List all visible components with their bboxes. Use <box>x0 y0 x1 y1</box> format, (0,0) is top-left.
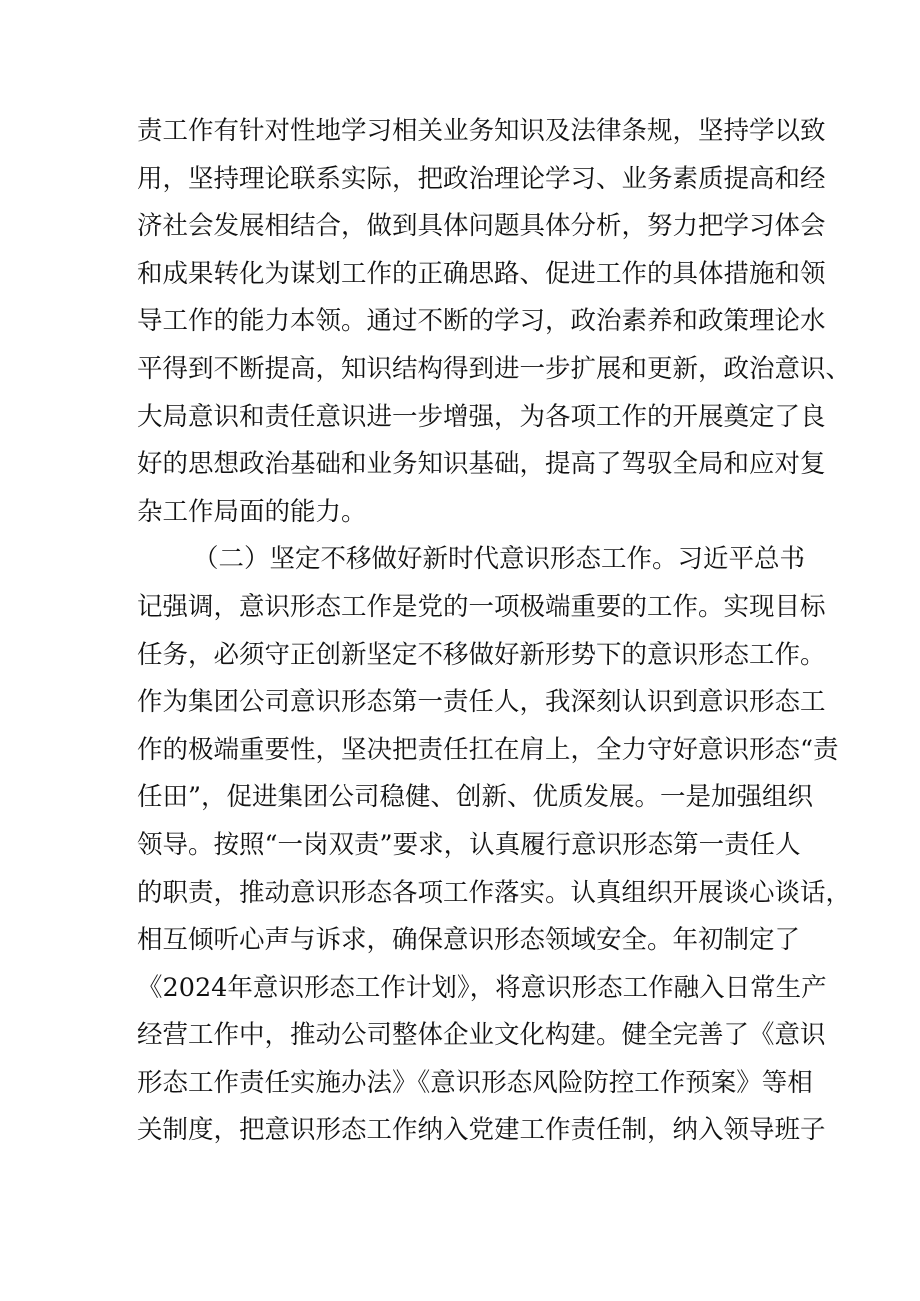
text-line: 相互倾听心声与诉求，确保意识形态领域安全。年初制定了 <box>137 925 801 956</box>
text-line: 记强调，意识形态工作是党的一项极端重要的工作。实现目标 <box>137 591 826 622</box>
text-line: 的职责，推动意识形态各项工作落实。认真组织开展谈心谈话， <box>137 877 852 908</box>
text-line: 责工作有针对性地学习相关业务知识及法律条规，坚持学以致 <box>137 116 826 146</box>
text-line: 和成果转化为谋划工作的正确思路、促进工作的具体措施和领 <box>137 258 826 289</box>
text-line: 形态工作责任实施办法》《意识形态风险防控工作预案》等相 <box>137 1067 813 1098</box>
text-line: 大局意识和责任意识进一步增强，为各项工作的开展奠定了良 <box>137 401 826 432</box>
text-line: 用，坚持理论联系实际，把政治理论学习、业务素质提高和经 <box>137 163 826 194</box>
text-line: 任务，必须守正创新坚定不移做好新形势下的意识形态工作。 <box>137 639 826 670</box>
text-line: 经营工作中，推动公司整体企业文化构建。健全完善了《意识 <box>137 1020 826 1051</box>
section-heading-line: （二）坚定不移做好新时代意识形态工作。习近平总书 <box>193 544 806 575</box>
text-line: 好的思想政治基础和业务知识基础，提高了驾驭全局和应对复 <box>137 449 826 480</box>
document-body <box>137 108 852 1155</box>
text-line: 济社会发展相结合，做到具体问题具体分析，努力把学习体会 <box>137 211 826 242</box>
text-line: 领导。按照“一岗双责”要求，认真履行意识形态第一责任人 <box>137 829 801 860</box>
text-line: 作为集团公司意识形态第一责任人，我深刻认识到意识形态工 <box>137 687 826 718</box>
text-line: 平得到不断提高，知识结构得到进一步扩展和更新，政治意识、 <box>137 353 852 384</box>
text-line: 《2024年意识形态工作计划》，将意识形态工作融入日常生产 <box>137 972 827 1003</box>
text-line: 导工作的能力本领。通过不断的学习，政治素养和政策理论水 <box>137 306 826 337</box>
text-line: 作的极端重要性，坚决把责任扛在肩上，全力守好意识形态“责 <box>137 734 839 765</box>
text-line: 任田”，促进集团公司稳健、创新、优质发展。一是加强组织 <box>137 782 814 813</box>
text-line: 杂工作局面的能力。 <box>137 496 367 527</box>
text-line: 关制度，把意识形态工作纳入党建工作责任制，纳入领导班子 <box>137 1115 826 1146</box>
